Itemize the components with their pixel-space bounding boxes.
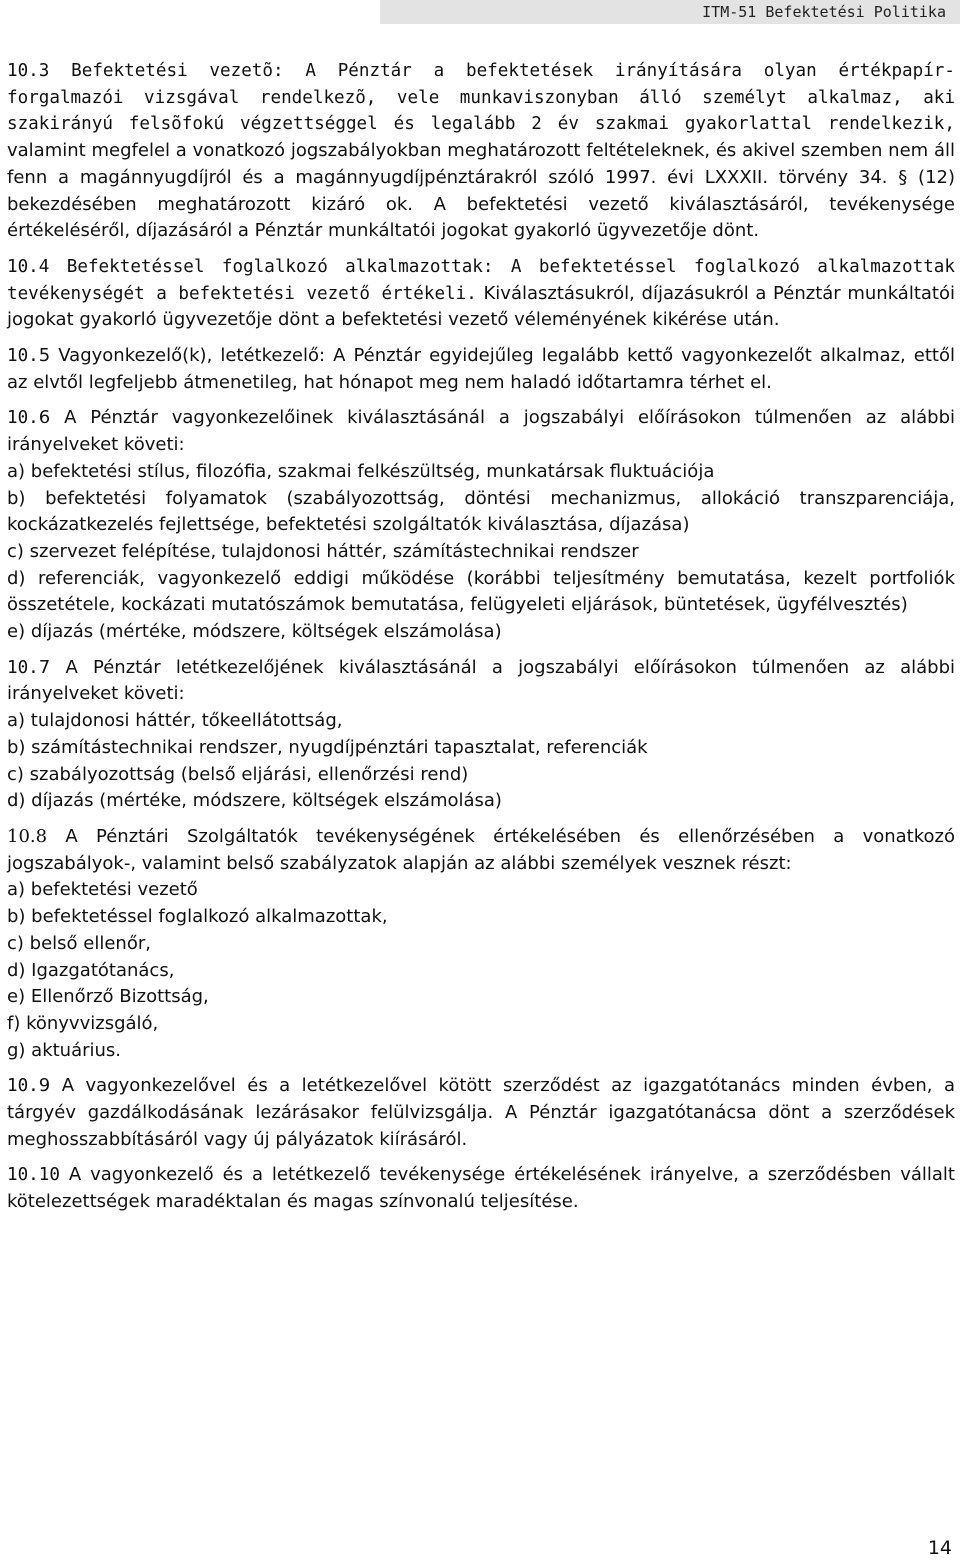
list-item: d) Igazgatótanács, <box>7 959 175 981</box>
list-item: d) referenciák, vagyonkezelő eddigi működése (korábbi teljesítmény bemutatása, kezelt portfoliók összetétele, kockázati mutatószámok bemutatása, felügyeleti eljárások, büntetések, ügyfélvesztés) <box>7 567 955 616</box>
list-item: f) könyvvizsgáló, <box>7 1012 159 1034</box>
list-item: a) tulajdonosi háttér, tőkeellátottság, <box>7 710 343 732</box>
document-body <box>7 58 955 1225</box>
section-10-4-intro: 10.4 Befektetéssel foglalkozó alkalmazottak: A befektetéssel foglalkozó alkalmazottak tevékenységét a befektetési vezető értékeli. <box>7 256 955 304</box>
list-item: c) szervezet felépítése, tulajdonosi háttér, számítástechnikai rendszer <box>7 540 639 562</box>
section-10-9-number: 10. <box>7 1076 39 1097</box>
list-item: e) díjazás (mértéke, módszere, költségek elszámolása) <box>7 621 502 643</box>
list-item: a) befektetési stílus, filozófia, szakmai felkészültség, munkatársak fluktuációja <box>7 460 715 482</box>
section-10-6-body: 6 A Pénztár vagyonkezelőinek kiválasztásánál a jogszabályi előírásokon túlmenően az alábbi irányelveket követi: <box>7 407 955 456</box>
section-10-10-body: A vagyonkezelő és a letétkezelő tevékenysége értékelésének irányelve, a szerződésben vállalt kötelezettségek maradéktalan és magas színvonalú teljesítése. <box>7 1164 955 1213</box>
section-10-7-body: 7 A Pénztár letétkezelőjének kiválasztásánál a jogszabályi előírásokon túlmenően az alábbi irányelveket követi: <box>7 656 955 705</box>
section-10-3-intro: 10.3 Befektetési vezetõ: A Pénztár a befektetések irányítására olyan értékpapír-forgalmazói vizsgával rendelkezõ, vele munkaviszonyban álló személyt alkalmaz, aki szakirányú felsõfokú végzettséggel és legalább 2 év szakmai gyakorlattal rendelkezik, <box>7 61 955 135</box>
section-10-6 <box>7 405 955 645</box>
document-title: ITM-51 Befektetési Politika <box>702 3 946 21</box>
section-10-8-number: 10.8 <box>7 825 48 847</box>
list-item: b) befektetési folyamatok (szabályozottság, döntési mechanizmus, allokáció transzparenciája, kockázatkezelés fejlettsége, befektetési szolgáltatók kiválasztása, díjazása) <box>7 487 955 536</box>
document-header <box>380 0 960 24</box>
list-item: c) belső ellenőr, <box>7 932 151 954</box>
list-item: b) befektetéssel foglalkozó alkalmazottak, <box>7 906 388 928</box>
section-10-5 <box>7 343 955 396</box>
section-10-7 <box>7 655 955 815</box>
section-10-5-number: 10. <box>7 346 39 367</box>
page-number: 14 <box>927 1537 952 1559</box>
list-item: c) szabályozottság (belső eljárási, ellenőrzési rend) <box>7 763 469 785</box>
section-10-6-number: 10. <box>7 408 39 429</box>
section-10-10 <box>7 1162 955 1215</box>
section-10-5-body: 5 Vagyonkezelő(k), letétkezelő: A Pénztár egyidejűleg legalább kettő vagyonkezelőt alkalmaz, ettől az elvtől legfeljebb átmenetileg, hat hónapot meg nem haladó időtartamra térhet el. <box>7 345 955 393</box>
section-10-4-body: Kiválasztásukról, díjazásukról a Pénztár munkáltatói jogokat gyakorló ügyvezetője dönt a befektetési vezető véleményének kikérése után. <box>7 282 955 331</box>
list-item: a) befektetési vezető <box>7 879 198 901</box>
section-10-9-body: 9 A vagyonkezelővel és a letétkezelővel kötött szerződést az igazgatótanács minden évben, a tárgyév gazdálkodásának lezárásakor felülvizsgálja. A Pénztár igazgatótanácsa dönt a szerződések meghosszabbításáról vagy új pályázatok kiírásáról. <box>7 1075 955 1150</box>
list-item: d) díjazás (mértéke, módszere, költségek elszámolása) <box>7 790 502 812</box>
section-10-8-body: A Pénztári Szolgáltatók tevékenységének értékelésében és ellenőrzésében a vonatkozó jogszabályok-, valamint belső szabályzatok alapján az alábbi személyek vesznek részt: <box>7 825 955 874</box>
list-item: g) aktuárius. <box>7 1039 122 1061</box>
section-10-9 <box>7 1073 955 1153</box>
section-10-10-number: 10.10 <box>7 1165 60 1186</box>
section-10-8 <box>7 824 955 1064</box>
section-10-3 <box>7 58 955 245</box>
section-10-3-body: valamint megfelel a vonatkozó jogszabályokban meghatározott feltételeknek, és akivel szemben nem áll fenn a magánnyugdíjról és a magánnyugdíjpénztárakról szóló 1997. évi LXXXII. törvény 34. § (12) bekezdésében meghatározott kizáró ok. A befektetési vezető kiválasztásáról, tevékenysége értékeléséről, díjazásáról a Pénztár munkáltatói jogokat gyakorló ügyvezetője dönt. <box>7 140 955 242</box>
section-10-7-number: 10. <box>7 657 39 678</box>
list-item: e) Ellenőrző Bizottság, <box>7 986 209 1008</box>
section-10-4 <box>7 254 955 334</box>
list-item: b) számítástechnikai rendszer, nyugdíjpénztári tapasztalat, referenciák <box>7 736 648 758</box>
